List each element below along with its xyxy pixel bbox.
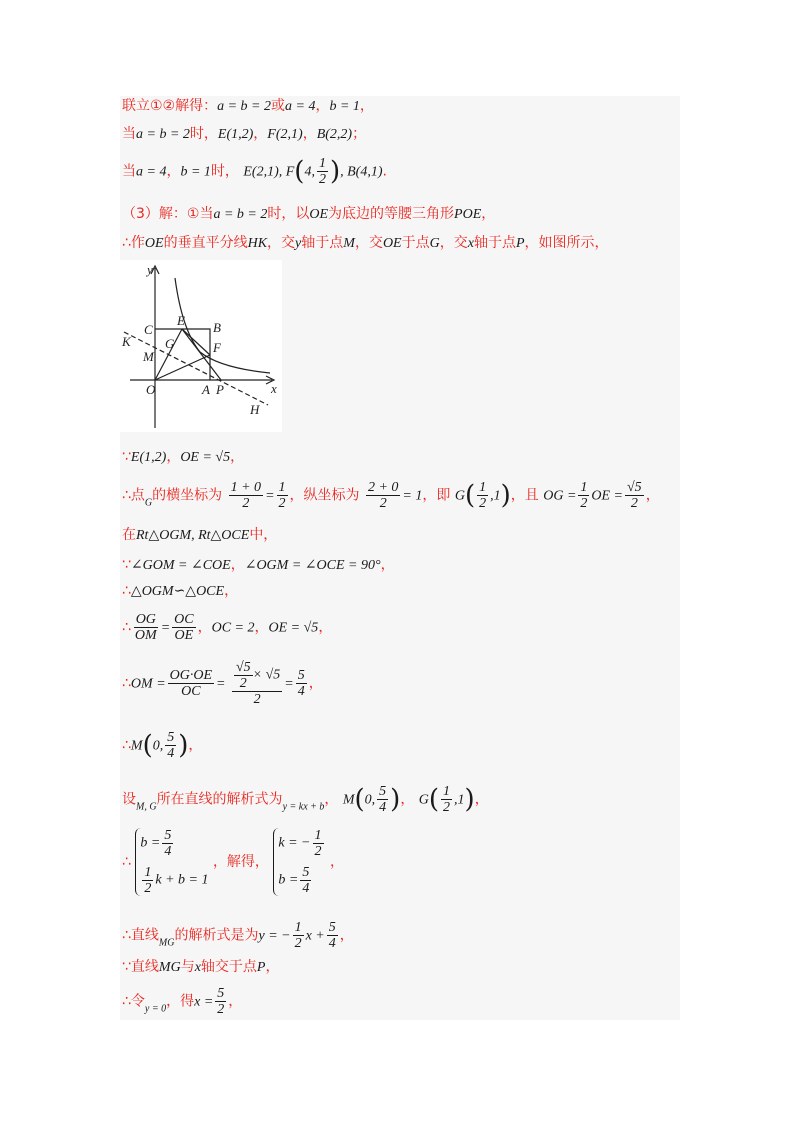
fraction: $\frac{1 + 0}{2}$ [230, 480, 262, 511]
label-x: x [271, 381, 277, 396]
line-5: ∴作OE的垂直平分线HK，交y轴于点M，交OE于点G，交x轴于点P，如图所示， [122, 235, 609, 251]
line-7: ∴点$_G$的横坐标为 $\frac{1 + 0}{2}$ = $\frac{1}{2}$ ，纵坐标为 $\frac{2 + 0}{2}$ = 1，即 G( $\frac{1}{2}$ ,1)，且 OG = $\frac{1}{2}$ OE = $\frac{√5}{2}$ ， [122, 480, 660, 511]
line-4: （3）解：①当a = b = 2时，以OE为底边的等腰三角形POE， [122, 206, 496, 222]
geometry-figure [120, 260, 282, 432]
segment-ef [182, 329, 210, 355]
label-o: O [146, 382, 156, 397]
fraction: $\frac{√5}{2}$ × √5 2 [232, 660, 282, 707]
fraction: $\frac{1}{2}$ [294, 920, 302, 951]
fraction: $\frac{1}{2}$ [479, 480, 487, 511]
line-12: ∴OM = $\frac{OG\cdot OE}{OC}$ = $\frac{√5}{2}$ × √5 2 = $\frac{5}{4}$ ， [122, 660, 323, 707]
fraction: $\frac{1}{2}$ [318, 156, 326, 187]
line-8: 在Rt△OGM, Rt△OCE中， [122, 527, 278, 543]
line-11: ∴ $\frac{OG}{OM}$ = $\frac{OC}{OE}$ ，OC = 2，OE = √5， [122, 612, 333, 643]
line-14: 设$_{M, G}$所在直线的解析式为$_{y = kx + b}$， M(0, $\frac{5}{4}$ )， G( $\frac{1}{2}$ ,1)， [122, 784, 489, 815]
label-h: H [250, 402, 260, 417]
segment-of [155, 355, 210, 380]
equation-system-1: b = $\frac{5}{4}$ $\frac{1}{2}$ k + b = 1 [135, 828, 208, 896]
line-6: ∵E(1,2)，OE = √5， [122, 449, 245, 465]
line-1: 联立①②解得：a = b = 2或a = 4，b = 1， [122, 98, 374, 114]
line-10: ∴△OGM∽△OCE， [122, 583, 239, 599]
label-g: G [165, 336, 175, 351]
fraction: $\frac{5}{4}$ [379, 784, 387, 815]
line-2: 当a = b = 2时，E(1,2)，F(2,1)，B(2,2)； [122, 126, 367, 142]
line-18: ∴令$_{y = 0}$，得x = $\frac{5}{2}$ ， [122, 986, 243, 1017]
label-k: K [122, 334, 131, 349]
line-13: ∴M(0, $\frac{5}{4}$ )， [122, 730, 203, 761]
label-f: F [213, 340, 221, 355]
fraction: $\frac{5}{4}$ [167, 730, 175, 761]
fraction: $\frac{1}{2}$ [278, 480, 286, 511]
label-b: B [213, 320, 221, 335]
fraction: $\frac{2 + 0}{2}$ [367, 480, 399, 511]
figure-svg [120, 260, 282, 432]
label-c: C [144, 322, 153, 337]
fraction: $\frac{1}{2}$ [580, 480, 588, 511]
label-m: M [143, 349, 154, 364]
fraction: $\frac{1}{2}$ [443, 784, 451, 815]
fraction: $\frac{5}{2}$ [217, 986, 225, 1017]
fraction: $\frac{OG}{OM}$ [134, 612, 157, 643]
fraction: $\frac{5}{4}$ [328, 920, 336, 951]
equation-system-2: k = − $\frac{1}{2}$ b = $\frac{5}{4}$ [273, 828, 325, 896]
line-15: ∴ b = $\frac{5}{4}$ $\frac{1}{2}$ k + b = 1 ，解得， k = − $\frac{1}{2}$ b = $\frac{5}{4}$ ， [122, 828, 344, 896]
line-17: ∵直线MG与x轴交于点P， [122, 959, 280, 975]
label-a: A [202, 382, 210, 397]
fraction: $\frac{√5}{2}$ [627, 480, 642, 511]
hyperbola [175, 278, 270, 373]
label-p: P [216, 382, 224, 397]
fraction: $\frac{OC}{OE}$ [174, 612, 194, 643]
line-9: ∵∠GOM = ∠COE，∠OGM = ∠OCE = 90°， [122, 557, 395, 573]
label-e: E [177, 313, 185, 328]
line-3: 当a = 4，b = 1时， E(2,1), F(4, $\frac{1}{2}$ ), B(4,1). [122, 156, 387, 187]
fraction: $\frac{5}{4}$ [297, 668, 305, 699]
fraction: $\frac{OG\cdot OE}{OC}$ [169, 668, 213, 699]
line-16: ∴直线$_{MG}$的解析式是为y = − $\frac{1}{2}$ x + $\frac{5}{4}$ ， [122, 920, 354, 951]
label-y: y [147, 262, 153, 277]
